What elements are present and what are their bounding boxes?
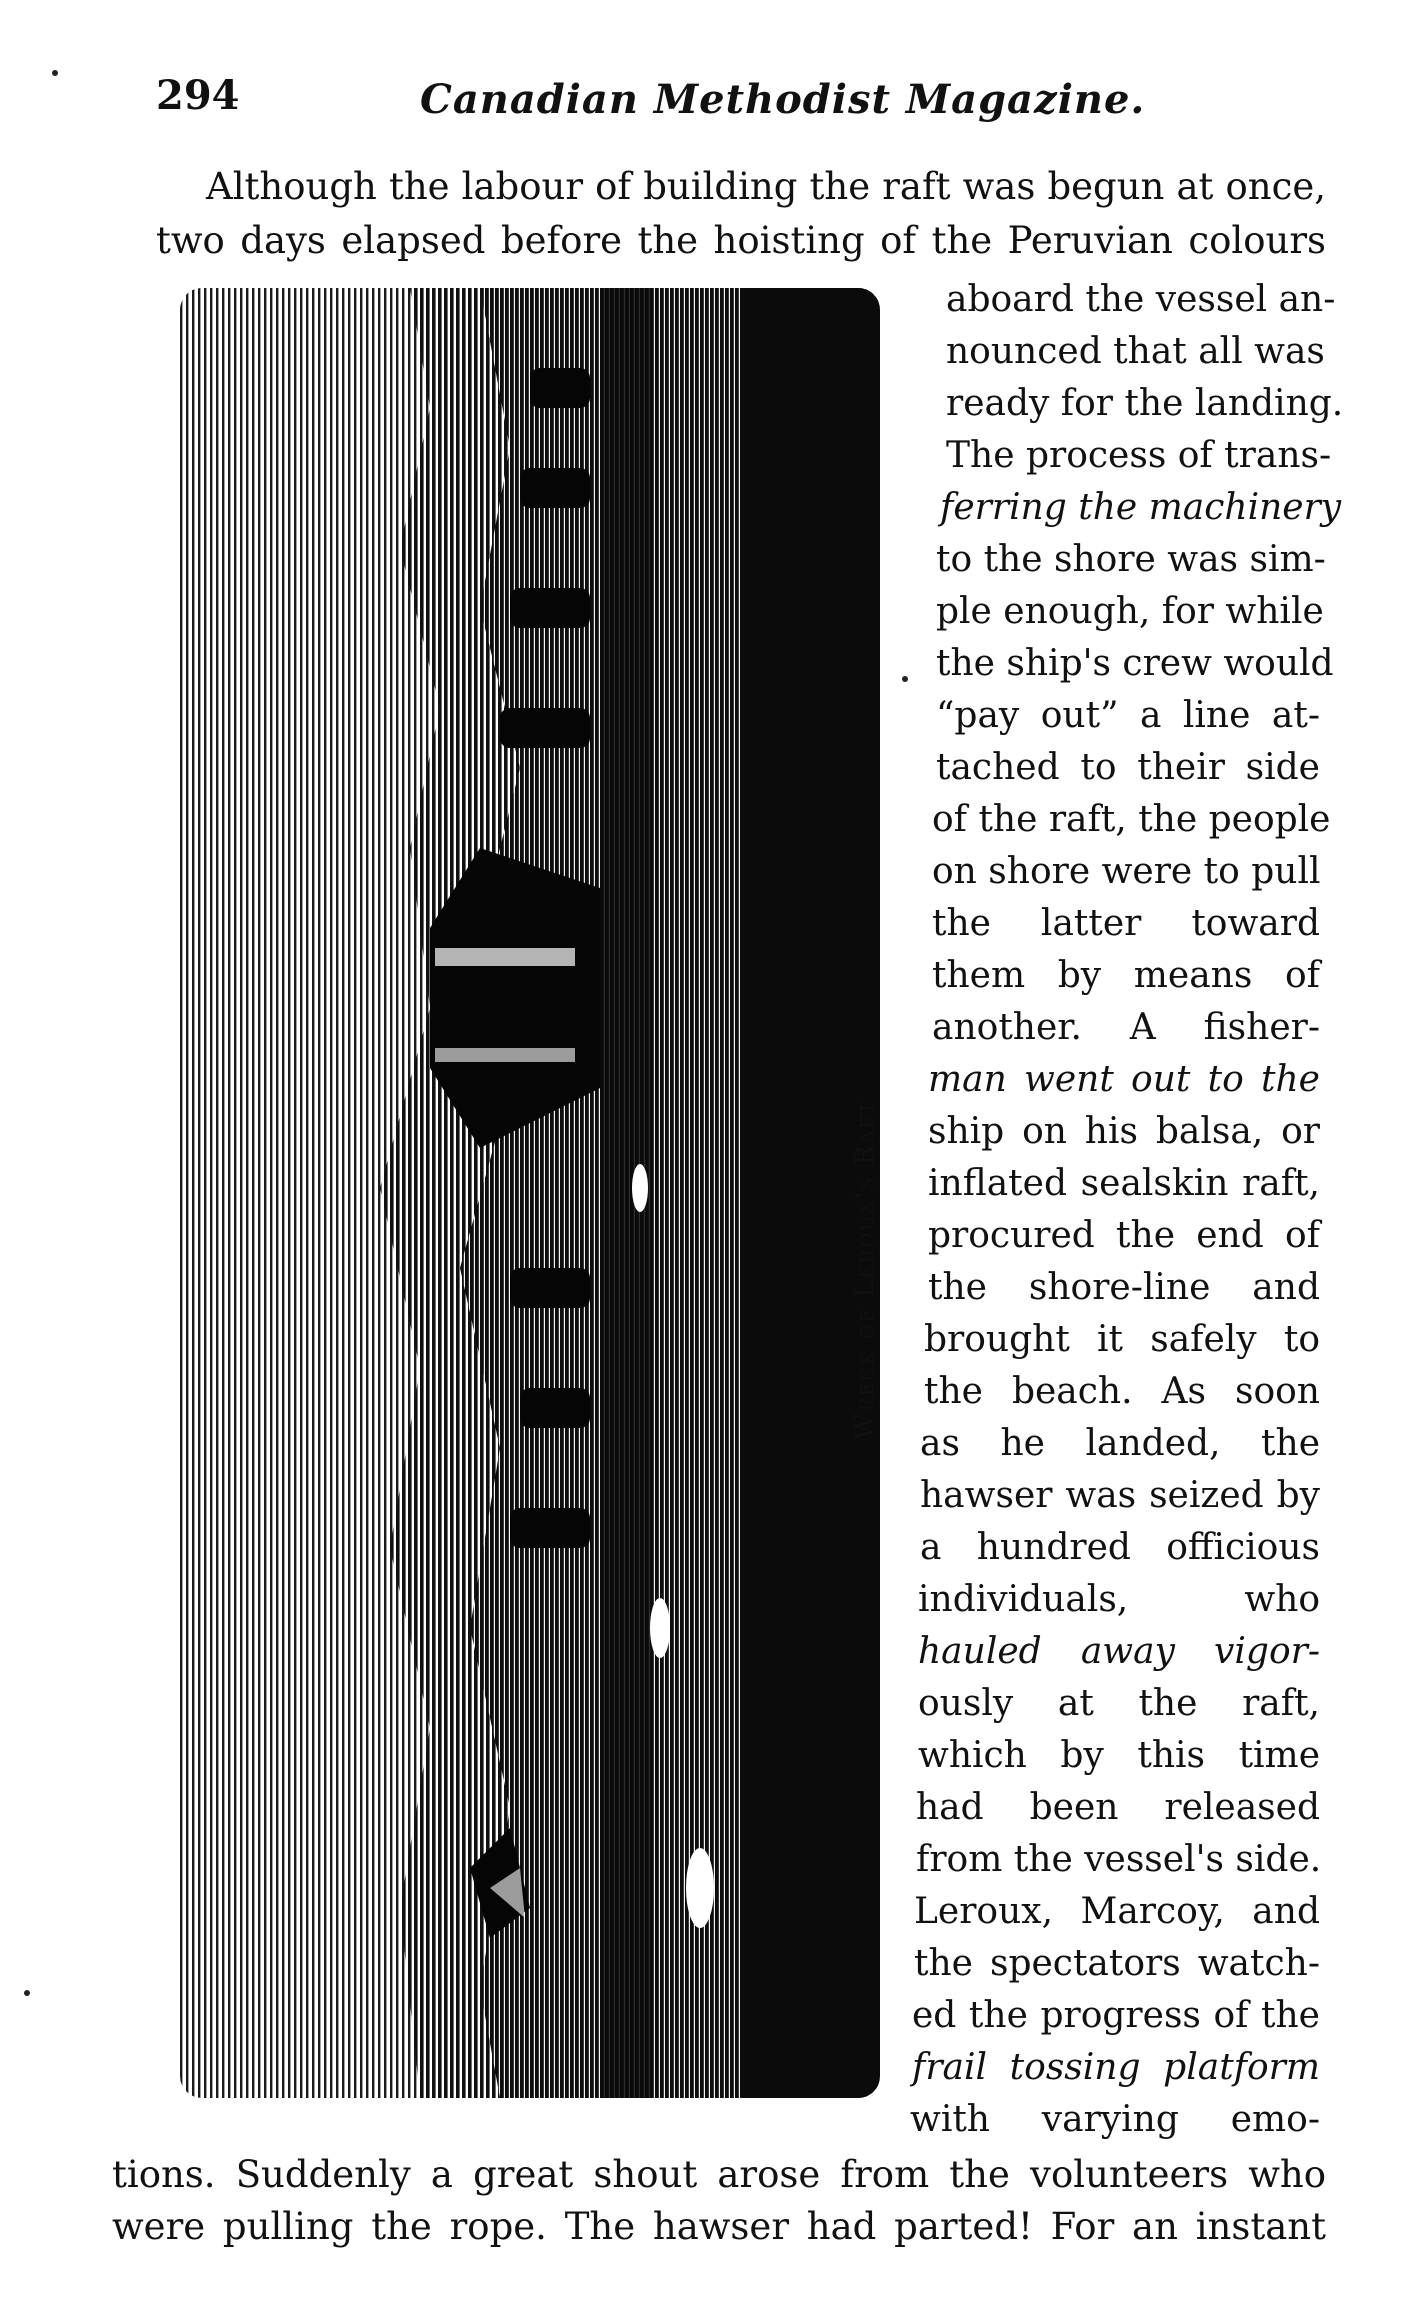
body-line: another. A fisher- bbox=[932, 1007, 1320, 1048]
page-number: 294 bbox=[156, 72, 240, 119]
body-line: with varying emo- bbox=[910, 2099, 1320, 2140]
body-line: as he landed, the bbox=[920, 1423, 1320, 1464]
body-line: the beach. As soon bbox=[924, 1371, 1320, 1412]
scan-speck bbox=[902, 676, 908, 682]
body-line: ously at the raft, bbox=[918, 1683, 1320, 1724]
body-line: hauled away vigor- bbox=[918, 1631, 1320, 1672]
body-line: ple enough, for while bbox=[936, 591, 1324, 632]
body-line: to the shore was sim- bbox=[936, 539, 1326, 580]
body-line: which by this time bbox=[918, 1735, 1320, 1776]
body-line: inflated sealskin raft, bbox=[928, 1163, 1320, 1204]
body-line: man went out to the bbox=[928, 1059, 1320, 1100]
body-line: Leroux, Marcoy, and bbox=[914, 1891, 1320, 1932]
running-title: Canadian Methodist Magazine. bbox=[420, 76, 1146, 123]
scan-speck bbox=[52, 70, 58, 76]
body-line: the spectators watch- bbox=[914, 1943, 1320, 1984]
body-line: two days elapsed before the hoisting of the Peruvian colours bbox=[156, 219, 1326, 262]
body-line: from the vessel's side. bbox=[916, 1839, 1322, 1880]
body-line: tions. Suddenly a great shout arose from the volunteers who bbox=[112, 2153, 1326, 2196]
body-line: individuals, who bbox=[918, 1579, 1320, 1620]
body-line: aboard the vessel an- bbox=[946, 279, 1336, 320]
body-line: ship on his balsa, or bbox=[928, 1111, 1320, 1152]
body-line: hawser was seized by bbox=[920, 1475, 1320, 1516]
body-line: procured the end of bbox=[928, 1215, 1320, 1256]
body-line: frail tossing platform bbox=[912, 2047, 1320, 2088]
body-line: the latter toward bbox=[932, 903, 1320, 944]
body-line: Although the labour of building the raft was begun at once, bbox=[206, 165, 1326, 208]
engraving-illustration bbox=[180, 288, 880, 2098]
body-line: nounced that all was bbox=[946, 331, 1325, 372]
body-line: “pay out” a line at- bbox=[936, 695, 1320, 736]
scan-speck bbox=[24, 1990, 30, 1996]
body-line: a hundred officious bbox=[920, 1527, 1320, 1568]
body-line: ready for the landing. bbox=[946, 383, 1344, 424]
body-line: the ship's crew would bbox=[936, 643, 1334, 684]
body-line: them by means of bbox=[932, 955, 1320, 996]
body-line: tached to their side bbox=[936, 747, 1320, 788]
body-line: ed the progress of the bbox=[912, 1995, 1320, 2036]
body-line: the shore-line and bbox=[928, 1267, 1320, 1308]
body-line: of the raft, the people bbox=[932, 799, 1331, 840]
body-line: had been released bbox=[916, 1787, 1320, 1828]
figure-caption: Wreck of Leroux's Raft. bbox=[850, 1089, 880, 1440]
body-line: were pulling the rope. The hawser had parted! For an instant bbox=[112, 2205, 1326, 2248]
body-line: brought it safely to bbox=[924, 1319, 1320, 1360]
body-line: ferring the machinery bbox=[940, 487, 1342, 528]
body-line: on shore were to pull bbox=[932, 851, 1321, 892]
body-line: The process of trans- bbox=[946, 435, 1332, 476]
